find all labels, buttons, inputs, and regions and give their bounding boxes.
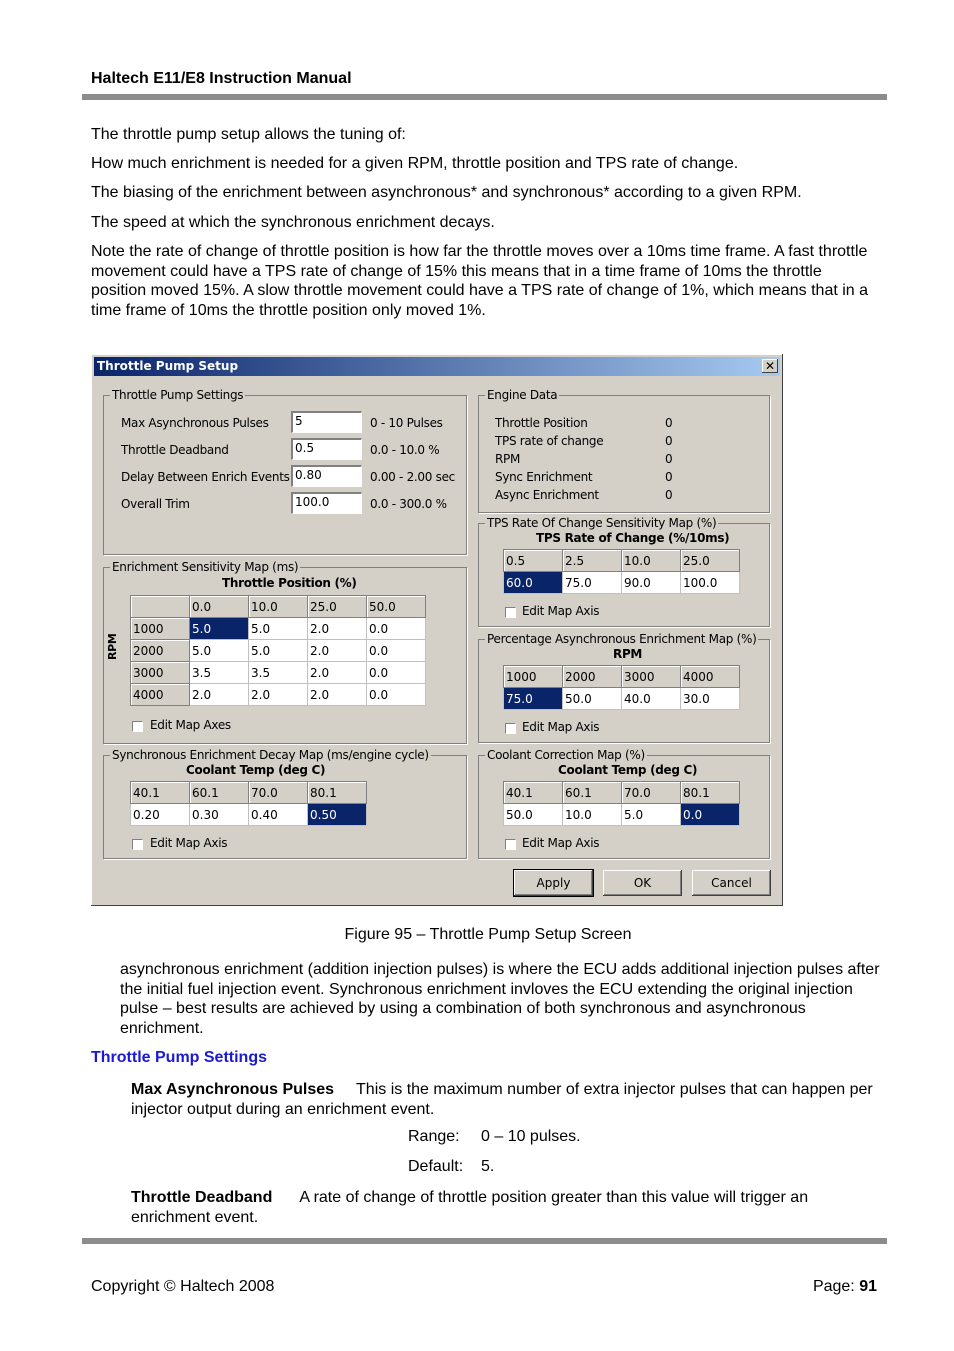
table-cell[interactable]: 5.0 xyxy=(190,640,249,662)
table-cell[interactable]: 0.50 xyxy=(308,804,367,826)
tps-rate-table xyxy=(503,549,740,594)
default-label: Default: xyxy=(408,1158,464,1175)
dialog-title: Throttle Pump Setup xyxy=(97,359,239,373)
sync-decay-map-group xyxy=(103,748,467,859)
range-value: 0 – 10 pulses. xyxy=(481,1128,581,1145)
table-header-cell[interactable]: 2000 xyxy=(563,666,622,688)
group-title: Engine Data xyxy=(487,388,558,402)
table-cell[interactable]: 0.40 xyxy=(249,804,308,826)
intro-paragraph: The biasing of the enrichment between asynchronous* and synchronous* according to a given RPM. xyxy=(91,184,802,201)
edit-map-axis-checkbox[interactable] xyxy=(132,839,143,850)
definition-max-async xyxy=(131,1080,887,1119)
engine-data-label: Sync Enrichment xyxy=(495,470,593,484)
table-row xyxy=(131,618,426,640)
table-header-cell[interactable]: 40.1 xyxy=(131,782,190,804)
setting-range: 0.00 - 2.00 sec xyxy=(370,470,455,484)
figure-caption: Figure 95 – Throttle Pump Setup Screen xyxy=(344,926,632,943)
table-row-header[interactable]: 3000 xyxy=(131,662,190,684)
group-title: Coolant Correction Map (%) xyxy=(487,748,645,762)
table-cell[interactable]: 2.0 xyxy=(308,662,367,684)
table-header-cell[interactable]: 70.0 xyxy=(249,782,308,804)
table-cell[interactable]: 2.0 xyxy=(249,684,308,706)
table-corner xyxy=(131,596,190,618)
engine-data-label: RPM xyxy=(495,452,521,466)
table-header-cell[interactable]: 80.1 xyxy=(308,782,367,804)
map-axis-title: Coolant Temp (deg C) xyxy=(558,763,698,777)
table-cell[interactable]: 75.0 xyxy=(563,572,622,594)
edit-map-axis-checkbox[interactable] xyxy=(505,839,516,850)
table-cell[interactable]: 50.0 xyxy=(563,688,622,710)
table-cell[interactable]: 0.0 xyxy=(367,662,426,684)
table-cell[interactable]: 3.5 xyxy=(249,662,308,684)
tps-rate-map-group xyxy=(478,516,770,627)
map-row-axis-title: RPM xyxy=(106,633,119,660)
map-axis-title: RPM xyxy=(613,647,643,661)
table-header-cell[interactable]: 50.0 xyxy=(367,596,426,618)
engine-data-label: TPS rate of change xyxy=(495,434,604,448)
definition-term: Max Asynchronous Pulses xyxy=(131,1081,335,1098)
pct-async-table xyxy=(503,665,740,710)
dialog-titlebar xyxy=(94,357,780,376)
edit-map-axis-checkbox[interactable] xyxy=(505,723,516,734)
checkbox-label: Edit Map Axes xyxy=(150,718,231,732)
definition-desc: This is the maximum number of extra injector pulses that can happen per injector output during an enrichment event. xyxy=(131,1081,873,1118)
max-async-pulses-input[interactable]: 5 xyxy=(291,411,362,433)
table-row xyxy=(131,804,367,826)
table-row xyxy=(504,688,740,710)
intro-paragraph: Note the rate of change of throttle position is how far the throttle moves over a 10ms time frame. A fast throttle movement could have a TPS rate of change of 15% this means that in a time frame of 10ms the throttle position moved 15%. A slow throttle movement could have a TPS rate of change of 1%, which means that in a time frame of 10ms the throttle position only moved 1%. xyxy=(91,243,869,319)
group-title: TPS Rate Of Change Sensitivity Map (%) xyxy=(487,516,717,530)
default-value: 5. xyxy=(481,1158,495,1175)
table-cell[interactable]: 60.0 xyxy=(504,572,563,594)
setting-range: 0.0 - 10.0 % xyxy=(370,443,440,457)
footer-rule xyxy=(82,1238,887,1244)
table-cell[interactable]: 100.0 xyxy=(681,572,740,594)
group-title: Synchronous Enrichment Decay Map (ms/engine cycle) xyxy=(112,748,429,762)
delay-between-enrich-input[interactable]: 0.80 xyxy=(291,465,362,487)
table-header-cell[interactable]: 0.0 xyxy=(190,596,249,618)
apply-button[interactable]: Apply xyxy=(514,870,593,896)
table-cell[interactable]: 0.20 xyxy=(131,804,190,826)
definition-throttle-deadband xyxy=(131,1188,861,1227)
table-header-cell[interactable]: 0.5 xyxy=(504,550,563,572)
table-header-cell[interactable]: 3000 xyxy=(622,666,681,688)
table-header-cell[interactable]: 1000 xyxy=(504,666,563,688)
page-label: Page: xyxy=(812,1278,855,1295)
table-cell[interactable]: 0.0 xyxy=(681,804,740,826)
table-row xyxy=(131,684,426,706)
engine-data-group xyxy=(478,388,770,513)
engine-data-label: Throttle Position xyxy=(495,416,588,430)
table-cell[interactable]: 0.0 xyxy=(367,618,426,640)
table-cell[interactable]: 2.0 xyxy=(308,640,367,662)
table-row xyxy=(131,640,426,662)
map-axis-title: Coolant Temp (deg C) xyxy=(186,763,326,777)
table-header-cell[interactable]: 60.1 xyxy=(190,782,249,804)
throttle-pump-dialog xyxy=(91,354,783,906)
footnote-paragraph: asynchronous enrichment (addition injection pulses) is where the ECU adds additional injection pulses after the initial fuel injection event. Synchronous enrichment invloves the ECU extending the original injection pulse – best results are achieved by using a combination of both synchronous and asynchronous enrichment. xyxy=(120,961,880,1037)
checkbox-label: Edit Map Axis xyxy=(522,604,600,618)
checkbox-label: Edit Map Axis xyxy=(522,720,600,734)
table-cell[interactable]: 0.30 xyxy=(190,804,249,826)
table-header-cell[interactable]: 25.0 xyxy=(681,550,740,572)
table-header-cell[interactable]: 10.0 xyxy=(622,550,681,572)
table-cell[interactable]: 90.0 xyxy=(622,572,681,594)
checkbox-label: Edit Map Axis xyxy=(522,836,600,850)
enrichment-sensitivity-table xyxy=(130,595,426,706)
table-cell[interactable]: 0.0 xyxy=(367,640,426,662)
engine-data-value: 0 xyxy=(665,416,673,430)
page-number-value: 91 xyxy=(859,1278,877,1295)
throttle-deadband-input[interactable]: 0.5 xyxy=(291,438,362,460)
edit-map-axis-checkbox[interactable] xyxy=(505,607,516,618)
table-cell[interactable]: 5.0 xyxy=(622,804,681,826)
table-cell[interactable]: 2.0 xyxy=(308,618,367,640)
group-title: Enrichment Sensitivity Map (ms) xyxy=(112,560,299,574)
table-header-cell[interactable]: 60.1 xyxy=(563,782,622,804)
table-header-cell[interactable]: 4000 xyxy=(681,666,740,688)
edit-map-axes-checkbox[interactable] xyxy=(132,721,143,732)
table-cell[interactable]: 40.0 xyxy=(622,688,681,710)
setting-label: Delay Between Enrich Events xyxy=(121,470,290,484)
engine-data-value: 0 xyxy=(665,434,673,448)
setting-label: Max Asynchronous Pulses xyxy=(121,416,269,430)
intro-paragraph: The throttle pump setup allows the tuning of: xyxy=(91,126,406,143)
table-cell[interactable]: 10.0 xyxy=(563,804,622,826)
table-cell[interactable]: 5.0 xyxy=(249,640,308,662)
range-label: Range: xyxy=(408,1128,460,1145)
setting-label: Throttle Deadband xyxy=(121,443,229,457)
setting-range: 0.0 - 300.0 % xyxy=(370,497,447,511)
table-cell[interactable]: 30.0 xyxy=(681,688,740,710)
table-row xyxy=(131,662,426,684)
table-row xyxy=(504,572,740,594)
sync-decay-table xyxy=(130,781,367,826)
coolant-correction-table xyxy=(503,781,740,826)
setting-range: 0 - 10 Pulses xyxy=(370,416,443,430)
table-header-cell[interactable]: 2.5 xyxy=(563,550,622,572)
table-cell[interactable]: 0.0 xyxy=(367,684,426,706)
engine-data-label: Async Enrichment xyxy=(495,488,599,502)
manual-title: Haltech E11/E8 Instruction Manual xyxy=(91,70,352,87)
engine-data-value: 0 xyxy=(665,470,673,484)
overall-trim-input[interactable]: 100.0 xyxy=(291,492,362,514)
map-axis-title: TPS Rate of Change (%/10ms) xyxy=(536,531,730,545)
ok-button[interactable]: OK xyxy=(603,870,682,896)
intro-paragraph: The speed at which the synchronous enrichment decays. xyxy=(91,214,495,231)
table-row xyxy=(504,804,740,826)
table-cell[interactable]: 2.0 xyxy=(190,684,249,706)
map-axis-title: Throttle Position (%) xyxy=(222,576,357,590)
intro-paragraph: How much enrichment is needed for a given RPM, throttle position and TPS rate of change. xyxy=(91,155,739,172)
definition-term: Throttle Deadband xyxy=(131,1189,273,1206)
table-row-header[interactable]: 1000 xyxy=(131,618,190,640)
close-icon[interactable]: ✕ xyxy=(762,359,778,373)
page-number xyxy=(813,1278,877,1296)
engine-data-value: 0 xyxy=(665,452,673,466)
table-header-cell[interactable]: 70.0 xyxy=(622,782,681,804)
checkbox-label: Edit Map Axis xyxy=(150,836,228,850)
table-cell[interactable]: 5.0 xyxy=(249,618,308,640)
group-title: Percentage Asynchronous Enrichment Map (%) xyxy=(487,632,757,646)
throttle-pump-settings-group xyxy=(103,388,467,555)
table-cell[interactable]: 75.0 xyxy=(504,688,563,710)
engine-data-value: 0 xyxy=(665,488,673,502)
setting-label: Overall Trim xyxy=(121,497,190,511)
table-row-header[interactable]: 2000 xyxy=(131,640,190,662)
enrichment-sensitivity-group xyxy=(103,560,467,744)
header-rule xyxy=(82,94,887,100)
definition-desc: A rate of change of throttle position greater than this value will trigger an enrichment event. xyxy=(131,1189,809,1226)
table-cell[interactable]: 2.0 xyxy=(308,684,367,706)
table-header-cell[interactable]: 10.0 xyxy=(249,596,308,618)
copyright: Copyright © Haltech 2008 xyxy=(91,1278,275,1295)
pct-async-map-group xyxy=(478,632,770,743)
table-cell[interactable]: 3.5 xyxy=(190,662,249,684)
coolant-correction-map-group xyxy=(478,748,770,859)
table-cell[interactable]: 5.0 xyxy=(190,618,249,640)
group-title: Throttle Pump Settings xyxy=(112,388,244,402)
table-cell[interactable]: 50.0 xyxy=(504,804,563,826)
cancel-button[interactable]: Cancel xyxy=(692,870,771,896)
table-header-cell[interactable]: 25.0 xyxy=(308,596,367,618)
section-heading: Throttle Pump Settings xyxy=(91,1049,267,1066)
table-header-cell[interactable]: 40.1 xyxy=(504,782,563,804)
table-header-cell[interactable]: 80.1 xyxy=(681,782,740,804)
table-row-header[interactable]: 4000 xyxy=(131,684,190,706)
